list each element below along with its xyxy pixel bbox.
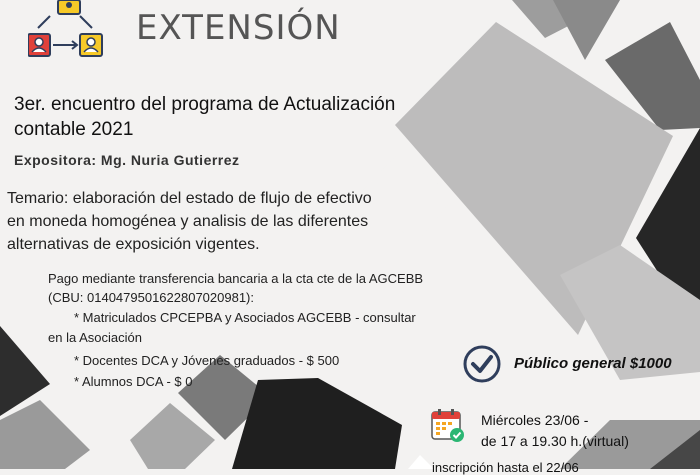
schedule-line-2: de 17 a 19.30 h.(virtual)	[481, 433, 629, 449]
topic-line-3: alternativas de exposición vigentes.	[7, 236, 260, 253]
deco-square-bottom-white	[408, 455, 434, 469]
payment-line-6: * Alumnos DCA - $ 0	[74, 374, 193, 389]
registration-deadline: inscripción hasta el 22/06	[432, 460, 579, 475]
deco-square-left-gray	[0, 400, 90, 469]
page-title: EXTENSIÓN	[136, 8, 341, 48]
schedule-line-1: Miércoles 23/06 -	[481, 412, 589, 428]
people-exchange-icon	[28, 0, 114, 64]
speaker-label: Expositora: Mg. Nuria Gutierrez	[14, 152, 240, 168]
calendar-check-icon	[430, 408, 466, 444]
general-price-label: Público general $1000	[514, 355, 672, 372]
payment-line-1: Pago mediante transferencia bancaria a la cta cte de la AGCEBB	[48, 271, 424, 286]
payment-line-4: en la Asociación	[48, 330, 142, 345]
event-title-line1: 3er. encuentro del programa de Actualización	[14, 94, 396, 115]
payment-line-3: * Matriculados CPCEPBA y Asociados AGCEBB - consultar	[74, 310, 416, 325]
deco-square-bottom-darkest	[232, 378, 402, 469]
deco-square-top-mid	[553, 0, 620, 60]
checkmark-circle-icon	[462, 344, 502, 384]
payment-line-2: (CBU: 0140479501622807020981):	[48, 290, 255, 305]
topic-line-1: Temario: elaboración del estado de flujo de efectivo	[7, 190, 372, 207]
topic-line-2: en moneda homogénea y analisis de las diferentes	[7, 213, 369, 230]
event-title-line2: contable 2021	[14, 119, 134, 140]
payment-line-5: * Docentes DCA y Jóvenes graduados - $ 500	[74, 353, 340, 368]
